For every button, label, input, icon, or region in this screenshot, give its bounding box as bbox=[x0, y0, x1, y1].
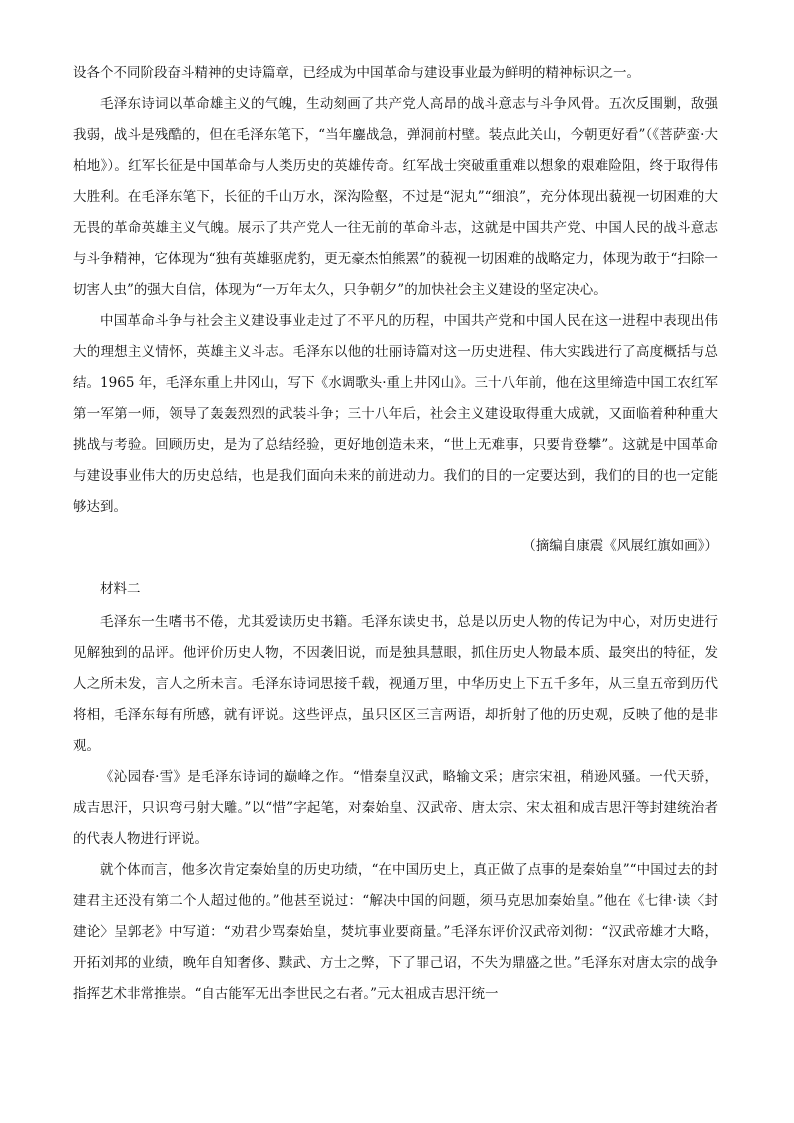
source-citation: （摘编自康震《风展红旗如画》） bbox=[522, 538, 718, 554]
document-page bbox=[73, 58, 718, 1010]
paragraph-2: 毛泽东诗词以革命雄主义的气魄，生动刻画了共产党人高昂的战斗意志与斗争风骨。五次反围剿，敌强我弱，战斗是残酷的，但在毛泽东笔下，“当年鏖战急，弹洞前村壁。装点此关山，今朝更好看”（《菩萨蛮·大柏地》）。红军长征是中国革命与人类历史的英雄传奇。红军战士突破重重难以想象的艰难险阻，终于取得伟大胜利。在毛泽东笔下，长征的千山万水，深沟险壑，不过是“泥丸”“细浪”，充分体现出藐视一切困难的大无畏的革命英雄主义气魄。展示了共产党人一往无前的革命斗志，这就是中国共产党、中国人民的战斗意志与斗争精神，它体现为“独有英雄驱虎豹，更无豪杰怕熊罴”的藐视一切困难的战略定力，体现为敢于“扫除一切害人虫”的强大自信，体现为“一万年太久，只争朝夕”的加快社会主义建设的坚定决心。 bbox=[73, 96, 718, 298]
paragraph-3: 中国革命斗争与社会主义建设事业走过了不平凡的历程，中国共产党和中国人民在这一进程中表现出伟大的理想主义情怀，英雄主义斗志。毛泽东以他的壮丽诗篇对这一历史进程、伟大实践进行了高度概括与总结。1965 年，毛泽东重上井冈山，写下《水调歌头·重上井冈山》。三十八年前，他在这里缔造中国工农红军第一军第一师，领导了轰轰烈烈的武装斗争；三十八年后，社会主义建设取得重大成就，又面临着种种重大挑战与考验。回顾历史，是为了总结经验，更好地创造未来，“世上无难事，只要肯登攀”。这就是中国革命与建设事业伟大的历史总结，也是我们面向未来的前进动力。我们的目的一定要达到，我们的目的也一定能够达到。 bbox=[73, 313, 718, 515]
paragraph-5: 《沁园春·雪》是毛泽东诗词的巅峰之作。“惜秦皇汉武，略输文采；唐宗宋祖，稍逊风骚。一代天骄，成吉思汗，只识弯弓射大雕。”以“惜”字起笔，对秦始皇、汉武帝、唐太宗、宋太祖和成吉思汗等封建统治者的代表人物进行评说。 bbox=[73, 769, 718, 847]
paragraph-1: 设各个不同阶段奋斗精神的史诗篇章，已经成为中国革命与建设事业最为鲜明的精神标识之一。 bbox=[73, 65, 640, 81]
paragraph-4: 毛泽东一生嗜书不倦，尤其爱读历史书籍。毛泽东读史书，总是以历史人物的传记为中心，对历史进行见解独到的品评。他评价历史人物，不因袭旧说，而是独具慧眼，抓住历史人物最本质、最突出的特征，发人之所未发，言人之所未言。毛泽东诗词思接千载，视通万里，中华历史上下五千多年，从三皇五帝到历代将相，毛泽东每有所感，就有评说。这些评点，虽只区区三言两语，却折射了他的历史观，反映了他的是非观。 bbox=[73, 614, 718, 754]
paragraph-6: 就个体而言，他多次肯定秦始皇的历史功绩，“在中国历史上，真正做了点事的是秦始皇”“中国过去的封建君主还没有第二个人超过他的。”他甚至说过：“解决中国的问题，须马克思加秦始皇。”他在《七律·读〈封建论〉呈郭老》中写道：“劝君少骂秦始皇，焚坑事业要商量。”毛泽东评价汉武帝刘彻：“汉武帝雄才大略，开拓刘邦的业绩，晚年自知奢侈、黩武、方士之弊，下了罪己诏，不失为鼎盛之世。”毛泽东对唐太宗的战争指挥艺术非常推崇。“自古能军无出李世民之右者。”元太祖成吉思汗统一 bbox=[73, 862, 718, 1002]
section-heading: 材料二 bbox=[100, 581, 141, 597]
